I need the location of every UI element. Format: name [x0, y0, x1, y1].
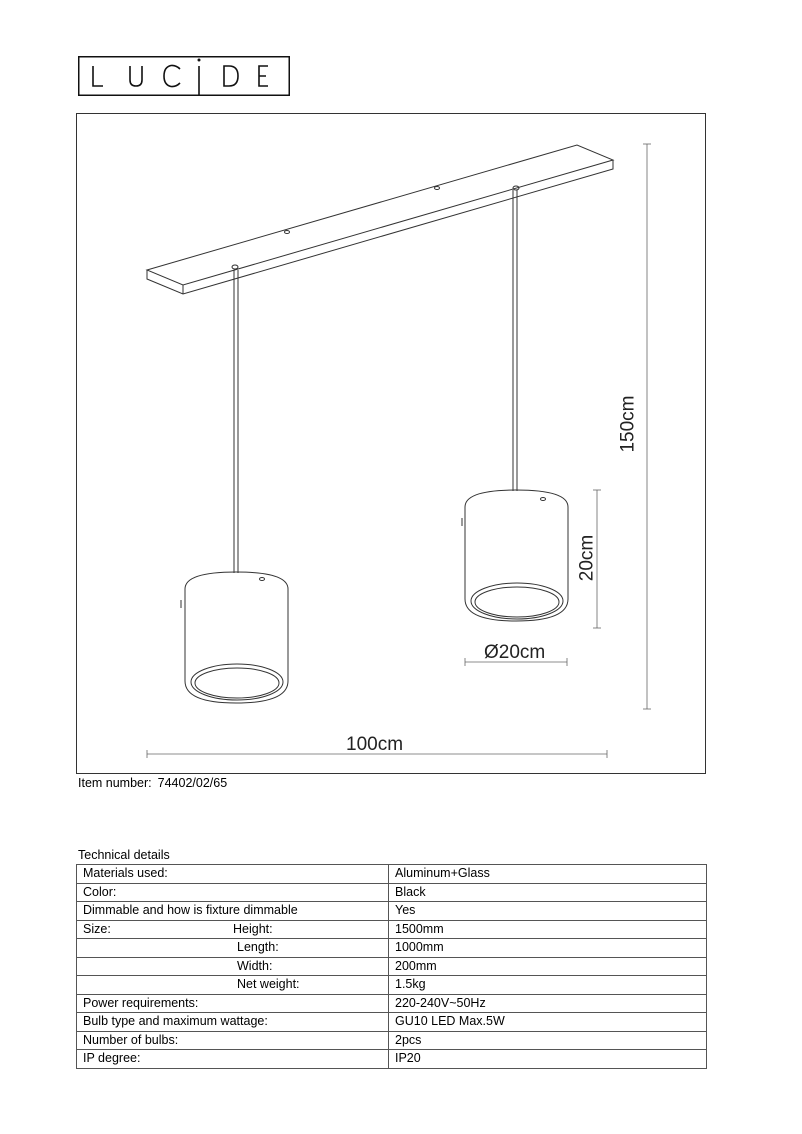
spec-value: Black: [389, 883, 707, 902]
technical-details-title: Technical details: [78, 848, 170, 862]
brand-logo: [78, 56, 290, 96]
left-shade: [185, 572, 288, 703]
canopy-top: [147, 145, 613, 285]
table-row: [77, 902, 707, 921]
spec-value: Aluminum+Glass: [389, 865, 707, 884]
spec-label: Dimmable and how is fixture dimmable: [77, 902, 389, 921]
spec-value: IP20: [389, 1050, 707, 1069]
technical-details-table: [76, 864, 707, 1069]
spec-value: 220-240V~50Hz: [389, 994, 707, 1013]
spec-label: Size:: [83, 921, 111, 936]
spec-label: Color:: [77, 883, 389, 902]
right-shade: [465, 490, 568, 621]
table-row: [77, 994, 707, 1013]
spec-value: 1.5kg: [389, 976, 707, 995]
spec-label: Bulb type and maximum wattage:: [77, 1013, 389, 1032]
spec-value: 200mm: [389, 957, 707, 976]
table-row: [77, 883, 707, 902]
item-number-label: Item number:: [78, 776, 152, 790]
spec-sublabel: Length:: [77, 939, 389, 958]
spec-value: GU10 LED Max.5W: [389, 1013, 707, 1032]
technical-drawing: [76, 113, 706, 774]
table-row: [77, 920, 707, 939]
spec-sublabel: Width:: [77, 957, 389, 976]
spec-label: Power requirements:: [77, 994, 389, 1013]
lucide-logo-mark: [78, 56, 290, 96]
dimension-shade-diameter: Ø20cm: [484, 642, 546, 663]
spec-label: IP degree:: [77, 1050, 389, 1069]
spec-value: 1000mm: [389, 939, 707, 958]
table-row: [77, 1031, 707, 1050]
dimension-height: 150cm: [617, 395, 639, 453]
table-row: [77, 1050, 707, 1069]
spec-value: 2pcs: [389, 1031, 707, 1050]
spec-sublabel: Net weight:: [77, 976, 389, 995]
spec-label: Number of bulbs:: [77, 1031, 389, 1050]
spec-label: Materials used:: [77, 865, 389, 884]
spec-value: 1500mm: [389, 920, 707, 939]
table-row: [77, 939, 707, 958]
dimension-width: 100cm: [346, 734, 404, 755]
item-number: [78, 776, 227, 790]
spec-sublabel: Height:: [233, 921, 273, 936]
table-row: [77, 976, 707, 995]
dimension-shade-height: 20cm: [576, 534, 598, 582]
pendant-lamp-drawing: [77, 114, 707, 775]
table-row: [77, 957, 707, 976]
spec-label-size: [77, 920, 389, 939]
table-row: [77, 1013, 707, 1032]
spec-value: Yes: [389, 902, 707, 921]
table-row: [77, 865, 707, 884]
item-number-value: 74402/02/65: [157, 776, 228, 790]
